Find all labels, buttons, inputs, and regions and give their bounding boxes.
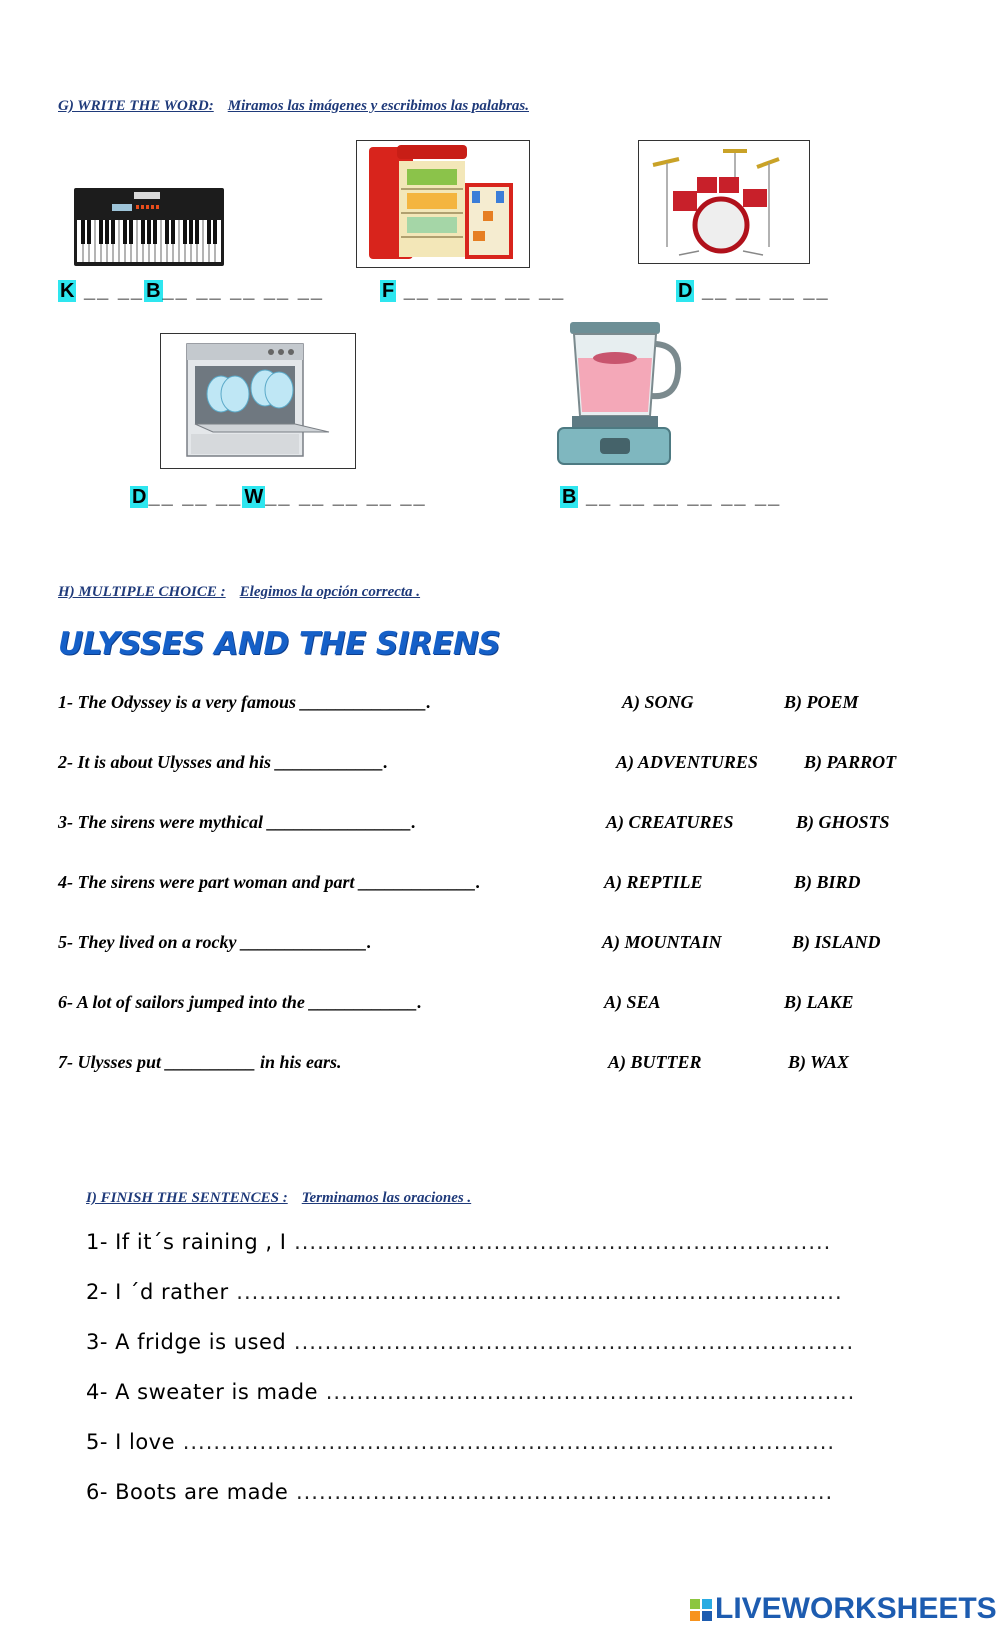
option-6a[interactable]: A) SEA	[604, 992, 661, 1012]
answer-line-2[interactable]: ...............................................................................	[228, 1280, 843, 1304]
sentence-5: 5- I love .....................................................................................	[86, 1430, 836, 1454]
option-5b[interactable]: B) ISLAND	[792, 932, 881, 952]
sentence-1: 1- If it´s raining , I ......................................................................	[86, 1230, 832, 1254]
option-1b[interactable]: B) POEM	[784, 692, 859, 712]
word-line-blender: B __ __ __ __ __ __	[562, 486, 782, 508]
question-1: 1- The Odyssey is a very famous ______________.	[58, 692, 431, 712]
sentence-6: 6- Boots are made ......................................................................	[86, 1480, 834, 1504]
word-line-fridge: F __ __ __ __ __	[382, 280, 566, 302]
liveworksheets-mark-icon	[690, 1599, 712, 1621]
option-3a[interactable]: A) CREATURES	[606, 812, 734, 832]
option-4b[interactable]: B) BIRD	[794, 872, 861, 892]
blender-picture	[552, 320, 696, 470]
option-4a[interactable]: A) REPTILE	[604, 872, 703, 892]
section-h-title: H) MULTIPLE CHOICE : Elegimos la opción correcta .	[58, 584, 421, 600]
fridge-picture	[356, 140, 530, 268]
question-4: 4- The sirens were part woman and part _____________.	[58, 872, 481, 892]
option-5a[interactable]: A) MOUNTAIN	[602, 932, 722, 952]
question-3: 3- The sirens were mythical ________________.	[58, 812, 416, 832]
option-6b[interactable]: B) LAKE	[784, 992, 854, 1012]
question-5: 5- They lived on a rocky ______________.	[58, 932, 372, 952]
answer-line-6[interactable]: ......................................................................	[288, 1480, 834, 1504]
answer-line-3[interactable]: .........................................................................	[286, 1330, 855, 1354]
sentence-3: 3- A fridge is used .........................................................................	[86, 1330, 855, 1354]
question-2: 2- It is about Ulysses and his ____________.	[58, 752, 389, 772]
section-g-title: G) WRITE THE WORD: Miramos las imágenes y escribimos las palabras.	[58, 98, 530, 114]
dishwasher-picture	[160, 333, 356, 469]
answer-line-4[interactable]: .....................................................................	[318, 1380, 856, 1404]
liveworksheets-logo[interactable]: LIVEWORKSHEETS	[690, 1592, 997, 1626]
section-i-title: I) FINISH THE SENTENCES : Terminamos las oraciones .	[86, 1190, 472, 1206]
option-7b[interactable]: B) WAX	[788, 1052, 849, 1072]
option-1a[interactable]: A) SONG	[622, 692, 694, 712]
word-line-keyboard: K __ __ B __ __ __ __ __	[60, 280, 324, 302]
option-2b[interactable]: B) PARROT	[804, 752, 897, 772]
drums-picture	[638, 140, 810, 264]
option-3b[interactable]: B) GHOSTS	[796, 812, 890, 832]
option-7a[interactable]: A) BUTTER	[608, 1052, 702, 1072]
question-7: 7- Ulysses put __________ in his ears.	[58, 1052, 342, 1072]
sentence-4: 4- A sweater is made .....................................................................	[86, 1380, 856, 1404]
answer-line-5[interactable]: .....................................................................................	[175, 1430, 836, 1454]
story-title: ULYSSES AND THE SIRENS	[58, 626, 501, 662]
question-6: 6- A lot of sailors jumped into the ____________.	[58, 992, 422, 1012]
sentence-2: 2- I ´d rather ...............................................................................	[86, 1280, 843, 1304]
keyboard-picture	[74, 186, 224, 268]
word-line-dishwasher: D __ __ __ W __ __ __ __ __	[132, 486, 427, 508]
option-2a[interactable]: A) ADVENTURES	[616, 752, 758, 772]
answer-line-1[interactable]: ......................................................................	[286, 1230, 832, 1254]
word-line-drums: D __ __ __ __	[678, 280, 830, 302]
